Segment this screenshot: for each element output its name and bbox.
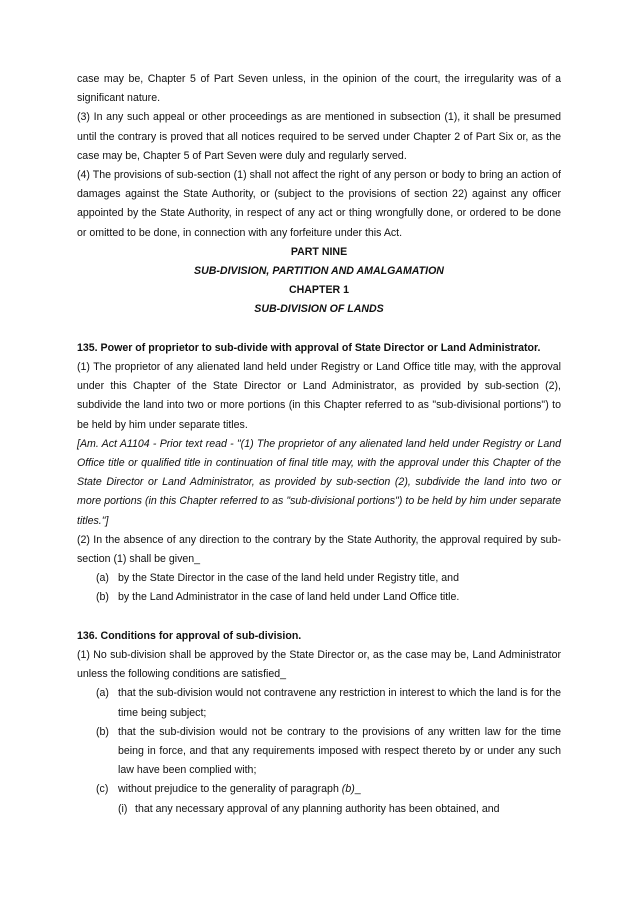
list-item — [96, 780, 561, 799]
paragraph-reference: (b) — [341, 783, 355, 796]
paragraph-subsection-3: (3) In any such appeal or other proceedings as are mentioned in subsection (1), it shall be presumed until the contrary is proved that all notices required to be served under Chapter 2 of Part Six or, as the case may be, Chapter 5 of Part Seven were duly and regularly served. — [77, 111, 561, 162]
sub-list-item-marker: (i) — [118, 802, 128, 815]
list-item-text-post: _ — [354, 783, 361, 796]
section-136-subsection-1: (1) No sub-division shall be approved by the State Director or, as the case may be, Land Administrator unless the following conditions are satisfied_ — [77, 649, 561, 681]
section-136-heading: 136. Conditions for approval of sub-division. — [77, 629, 302, 642]
section-135-subsection-2: (2) In the absence of any direction to the contrary by the State Authority, the approval required by sub-section (1) shall be given_ — [77, 533, 561, 566]
list-item-text: by the Land Administrator in the case of land held under Land Office title. — [118, 591, 460, 604]
list-item — [96, 684, 561, 722]
list-item-marker: (a) — [96, 572, 109, 585]
chapter-title: CHAPTER 1 — [288, 284, 350, 297]
list-item — [96, 588, 561, 607]
list-item-marker: (b) — [96, 725, 109, 738]
list-item-marker: (c) — [96, 783, 109, 796]
document-page — [77, 70, 561, 819]
paragraph-continuation: case may be, Chapter 5 of Part Seven unless, in the opinion of the court, the irregularity was of a significant nature. — [77, 73, 561, 105]
list-item-text: that the sub-division would not contravene any restriction in interest to which the land is for the time being subject; — [118, 687, 561, 719]
section-135-heading: 135. Power of proprietor to sub-divide with approval of State Director or Land Administrator. — [77, 341, 541, 354]
section-135-subsection-1: (1) The proprietor of any alienated land held under Registry or Land Office title may, with the approval under this Chapter of the State Director or Land Administrator, as provided by sub-section (2), subdivide the land into two or more portions (in this Chapter referred to as "sub-divisional portions") to be held by him under separate titles. — [77, 361, 561, 431]
chapter-subtitle: SUB-DIVISION OF LANDS — [254, 303, 384, 316]
spacer — [77, 320, 561, 339]
spacer — [77, 608, 561, 627]
list-item-text: that the sub-division would not be contrary to the provisions of any written law for the time being in force, and that any requirements imposed with respect thereto by or under any such law have been complied with; — [118, 725, 561, 777]
sub-list-item — [118, 800, 561, 819]
list-item-marker: (a) — [96, 687, 109, 700]
part-title: PART NINE — [290, 245, 348, 258]
part-subtitle: SUB-DIVISION, PARTITION AND AMALGAMATION — [194, 265, 444, 278]
list-item-marker: (b) — [96, 591, 109, 604]
section-135-amendment-note: [Am. Act A1104 - Prior text read - "(1) The proprietor of any alienated land held under Registry or Land Office title or qualified title in continuation of final title may, with the approval under this Chapter of the State Director or Land Administrator, as provided by sub-section (2), subdivide the land into two or more portions (in this Chapter referred to as "sub-divisional portions") to be held by him under separate titles."] — [77, 437, 561, 527]
list-item — [96, 569, 561, 588]
list-item-text: by the State Director in the case of the land held under Registry title, and — [118, 572, 459, 585]
sub-list-item-text: that any necessary approval of any planning authority has been obtained, and — [135, 802, 500, 815]
list-item — [96, 723, 561, 781]
paragraph-subsection-4: (4) The provisions of sub-section (1) shall not affect the right of any person or body to bring an action of damages against the State Authority, or (subject to the provisions of section 22) against any officer appointed by the State Authority, in respect of any act or thing wrongfully done, or ordered to be done or omitted to be done, in connection with any forfeiture under this Act. — [77, 169, 561, 239]
list-item-text — [118, 780, 561, 799]
list-item-text-pre: without prejudice to the generality of paragraph — [118, 783, 342, 796]
